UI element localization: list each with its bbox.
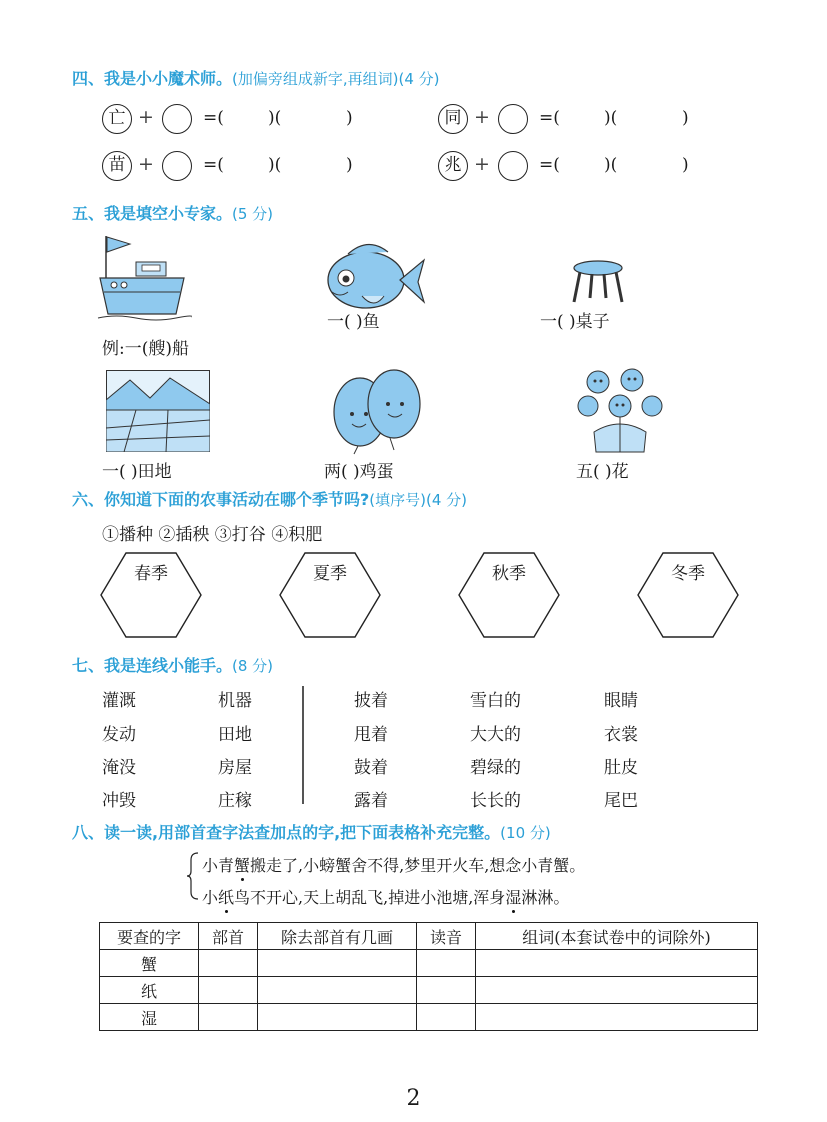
match-word[interactable]: 庄稼 — [218, 791, 252, 811]
section-note: (填序号)(4 分) — [369, 491, 468, 509]
answer-cell[interactable] — [417, 950, 476, 977]
text-fragment: 淋淋。 — [521, 888, 570, 907]
reading-line-1 — [202, 853, 585, 876]
column-divider — [302, 686, 304, 804]
fill-example: 例:一(艘)船 — [102, 339, 189, 359]
reading-line-2 — [202, 885, 569, 908]
activity-list: ①播种 ②插秧 ③打谷 ④积肥 — [102, 525, 323, 545]
match-word[interactable]: 衣裳 — [604, 725, 638, 745]
fill-flowers: 五( )花 — [576, 462, 629, 482]
match-word[interactable]: 发动 — [102, 725, 136, 745]
radical-circle: 亡 — [102, 104, 132, 134]
stool-illustration — [568, 258, 628, 306]
dotted-character: 纸 — [218, 888, 235, 907]
text-fragment: 鸟不开心,天上胡乱飞,掉进小池塘,浑身 — [234, 888, 506, 907]
match-word[interactable]: 甩着 — [354, 725, 388, 745]
dotted-character: 湿 — [505, 888, 522, 907]
empty-radical-circle[interactable] — [162, 151, 192, 181]
answer-cell[interactable] — [476, 977, 758, 1004]
section-note: (5 分) — [232, 205, 274, 223]
section-4-heading — [72, 66, 440, 89]
match-word[interactable]: 鼓着 — [354, 758, 388, 778]
match-word[interactable]: 尾巴 — [604, 791, 638, 811]
empty-radical-circle[interactable] — [162, 104, 192, 134]
table-row — [100, 977, 758, 1004]
table-header: 要查的字 — [100, 923, 199, 950]
plus-sign: + — [474, 106, 490, 128]
section-note: (10 分) — [500, 824, 551, 842]
ship-illustration — [96, 232, 192, 324]
flowers-illustration — [574, 366, 670, 456]
match-word[interactable]: 机器 — [218, 691, 252, 711]
text-fragment: 小青 — [202, 856, 235, 875]
page-number: 2 — [406, 1086, 421, 1111]
text-fragment: 搬走了,小螃蟹舍不得,梦里开火车,想念小青蟹。 — [250, 856, 586, 875]
answer-cell[interactable] — [476, 950, 758, 977]
season-label: 冬季 — [671, 564, 705, 584]
fish-illustration — [318, 236, 428, 316]
brace — [186, 852, 200, 900]
radical-circle: 同 — [438, 104, 468, 134]
empty-radical-circle[interactable] — [498, 104, 528, 134]
match-word[interactable]: 碧绿的 — [470, 758, 521, 778]
table-header: 部首 — [199, 923, 258, 950]
match-word[interactable]: 露着 — [354, 791, 388, 811]
empty-radical-circle[interactable] — [498, 151, 528, 181]
section-title: 四、我是小小魔术师。 — [72, 69, 233, 88]
table-char-cell: 纸 — [100, 977, 199, 1004]
answer-cell[interactable] — [199, 1004, 258, 1031]
fill-fish: 一( )鱼 — [327, 312, 380, 332]
match-word[interactable]: 披着 — [354, 691, 388, 711]
section-5-heading — [72, 201, 273, 224]
table-header-row — [100, 923, 758, 950]
field-illustration — [106, 370, 210, 452]
lookup-table — [99, 922, 758, 1031]
section-title: 八、读一读,用部首查字法查加点的字,把下面表格补充完整。 — [72, 823, 501, 842]
table-row — [100, 950, 758, 977]
section-title: 五、我是填空小专家。 — [72, 204, 233, 223]
match-word[interactable]: 大大的 — [470, 725, 521, 745]
match-word[interactable]: 房屋 — [218, 758, 252, 778]
season-label: 夏季 — [313, 564, 347, 584]
radical-circle: 苗 — [102, 151, 132, 181]
section-6-heading — [72, 487, 467, 510]
equals-open: =( — [203, 108, 224, 128]
answer-cell[interactable] — [258, 950, 417, 977]
table-char-cell: 蟹 — [100, 950, 199, 977]
blank-close-open: )( — [268, 108, 282, 128]
equals-open: =( — [539, 155, 560, 175]
section-note: (8 分) — [232, 657, 274, 675]
fill-table: 一( )桌子 — [540, 312, 610, 332]
season-label: 秋季 — [492, 564, 526, 584]
table-header: 除去部首有几画 — [258, 923, 417, 950]
answer-cell[interactable] — [476, 1004, 758, 1031]
match-word[interactable]: 冲毁 — [102, 791, 136, 811]
table-header: 读音 — [417, 923, 476, 950]
match-word[interactable]: 肚皮 — [604, 758, 638, 778]
match-word[interactable]: 淹没 — [102, 758, 136, 778]
plus-sign: + — [138, 106, 154, 128]
text-fragment: 小 — [202, 888, 219, 907]
blank-close: ) — [682, 155, 689, 175]
table-header: 组词(本套试卷中的词除外) — [476, 923, 758, 950]
match-word[interactable]: 雪白的 — [470, 691, 521, 711]
fill-field: 一( )田地 — [102, 462, 172, 482]
match-word[interactable]: 眼睛 — [604, 691, 638, 711]
blank-close-open: )( — [604, 155, 618, 175]
equals-open: =( — [539, 108, 560, 128]
answer-cell[interactable] — [417, 977, 476, 1004]
match-word[interactable]: 长长的 — [470, 791, 521, 811]
match-word[interactable]: 田地 — [218, 725, 252, 745]
plus-sign: + — [474, 153, 490, 175]
radical-circle: 兆 — [438, 151, 468, 181]
blank-close-open: )( — [604, 108, 618, 128]
answer-cell[interactable] — [258, 977, 417, 1004]
match-word[interactable]: 灌溉 — [102, 691, 136, 711]
section-note: (加偏旁组成新字,再组词)(4 分) — [232, 70, 440, 88]
table-char-cell: 湿 — [100, 1004, 199, 1031]
section-title: 七、我是连线小能手。 — [72, 656, 233, 675]
equals-open: =( — [203, 155, 224, 175]
eggs-illustration — [330, 364, 426, 456]
dotted-character: 蟹 — [234, 856, 251, 875]
blank-close-open: )( — [268, 155, 282, 175]
answer-cell[interactable] — [417, 1004, 476, 1031]
blank-close: ) — [346, 155, 353, 175]
section-title: 六、你知道下面的农事活动在哪个季节吗? — [72, 490, 370, 509]
plus-sign: + — [138, 153, 154, 175]
section-8-heading — [72, 820, 551, 843]
blank-close: ) — [346, 108, 353, 128]
fill-eggs: 两( )鸡蛋 — [324, 462, 394, 482]
season-label: 春季 — [134, 564, 168, 584]
answer-cell[interactable] — [258, 1004, 417, 1031]
table-row — [100, 1004, 758, 1031]
answer-cell[interactable] — [199, 950, 258, 977]
answer-cell[interactable] — [199, 977, 258, 1004]
section-7-heading — [72, 653, 273, 676]
blank-close: ) — [682, 108, 689, 128]
